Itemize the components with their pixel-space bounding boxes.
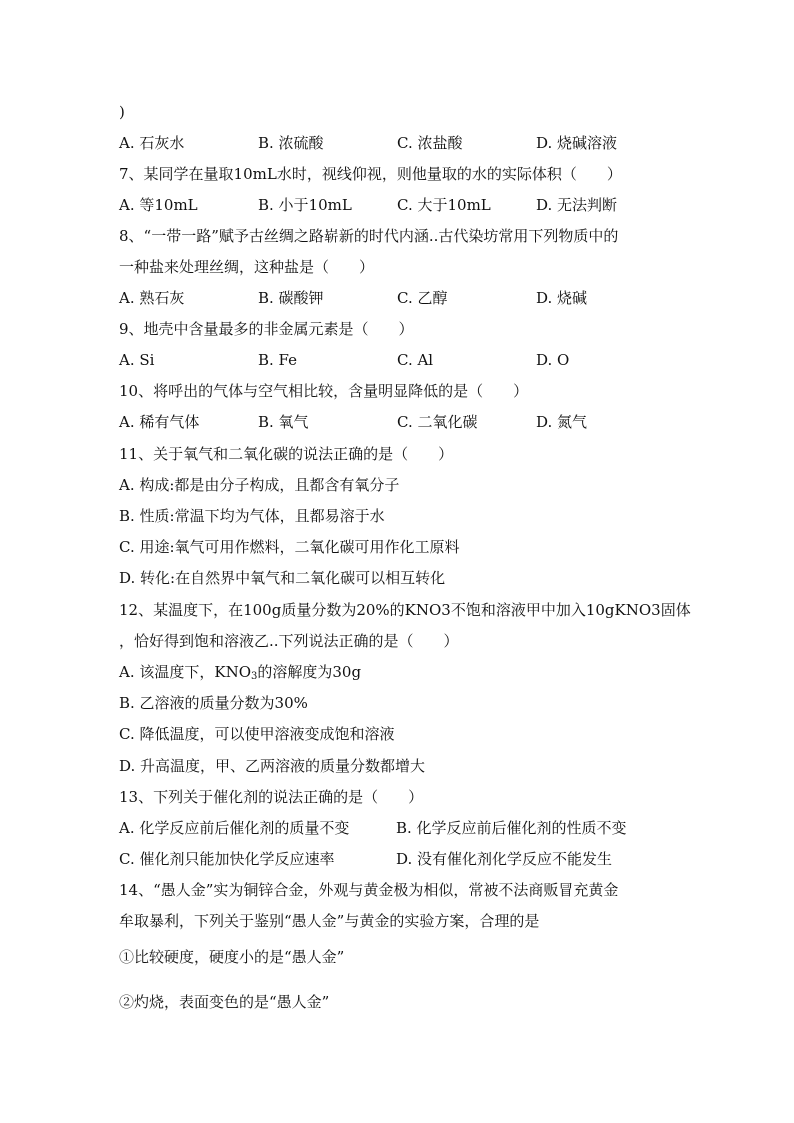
- question-9-stem: 9、地壳中含量最多的非金属元素是（ ）: [119, 320, 414, 338]
- question-13-options-cd: [119, 844, 719, 875]
- option-a: A. 稀有气体: [119, 413, 200, 431]
- question-11-option-c: C. 用途:氧气可用作燃料，二氧化碳可用作化工原料: [119, 538, 460, 556]
- option-a: A. 石灰水: [119, 134, 185, 152]
- question-12-option-a: [119, 657, 719, 688]
- option-c: C. 大于10mL: [397, 196, 491, 214]
- question-7-options: [119, 190, 719, 221]
- option-d: D. 氮气: [536, 413, 588, 431]
- question-14-stem: 14、“愚人金”实为铜锌合金，外观与黄金极为相似，常被不法商贩冒充黄金: [119, 881, 619, 899]
- question-13-options-ab: [119, 813, 719, 844]
- option-c: C. 浓盐酸: [397, 134, 463, 152]
- option-d: D. 烧碱: [536, 289, 588, 307]
- option-d: D. 没有催化剂化学反应不能发生: [396, 850, 613, 868]
- option-b: B. 小于10mL: [258, 196, 352, 214]
- option-b: B. Fe: [258, 351, 298, 369]
- question-12-option-c: C. 降低温度，可以使甲溶液变成饱和溶液: [119, 725, 395, 743]
- option-b: B. 浓硫酸: [258, 134, 324, 152]
- option-a-text-after: 的溶解度为30g: [257, 663, 362, 681]
- option-a-text-before: A. 该温度下，KNO: [119, 663, 251, 681]
- question-7-stem: 7、某同学在量取10mL水时，视线仰视，则他量取的水的实际体积（ ）: [119, 165, 622, 183]
- question-11-option-a: A. 构成:都是由分子构成，且都含有氧分子: [119, 476, 400, 494]
- question-10-stem: 10、将呼出的气体与空气相比较，含量明显降低的是（ ）: [119, 382, 529, 400]
- question-9-options: [119, 345, 719, 376]
- question-14-stem-cont: 牟取暴利，下列关于鉴别“愚人金”与黄金的实验方案，合理的是: [119, 912, 540, 930]
- option-b: B. 碳酸钾: [258, 289, 324, 307]
- question-6-options: [119, 128, 719, 159]
- question-14-item-2: ②灼烧，表面变色的是“愚人金”: [119, 993, 330, 1011]
- question-11-option-b: B. 性质:常温下均为气体，且都易溶于水: [119, 507, 385, 525]
- question-11-stem: 11、关于氧气和二氧化碳的说法正确的是（ ）: [119, 445, 454, 463]
- option-c: C. 二氧化碳: [397, 413, 478, 431]
- option-d: D. 无法判断: [536, 196, 618, 214]
- question-8-stem-cont: 一种盐来处理丝绸，这种盐是（ ）: [119, 258, 375, 276]
- option-c: C. Al: [397, 351, 434, 369]
- question-10-options: [119, 407, 719, 438]
- question-8-options: [119, 283, 719, 314]
- option-c: C. 催化剂只能加快化学反应速率: [119, 850, 335, 868]
- question-14-item-1: ①比较硬度，硬度小的是“愚人金”: [119, 948, 345, 966]
- option-b: B. 化学反应前后催化剂的性质不变: [396, 819, 627, 837]
- question-8-stem: 8、“一带一路”赋予古丝绸之路崭新的时代内涵..古代染坊常用下列物质中的: [119, 227, 619, 245]
- question-6-stem-end: ): [119, 103, 125, 121]
- option-a: A. 化学反应前后催化剂的质量不变: [119, 819, 350, 837]
- option-a: A. 熟石灰: [119, 289, 185, 307]
- option-b: B. 氧气: [258, 413, 309, 431]
- question-12-stem-cont: ，恰好得到饱和溶液乙..下列说法正确的是（ ）: [119, 632, 459, 650]
- question-11-option-d: D. 转化:在自然界中氧气和二氧化碳可以相互转化: [119, 569, 446, 587]
- question-12-option-d: D. 升高温度，甲、乙两溶液的质量分数都增大: [119, 757, 426, 775]
- question-12-stem: 12、某温度下，在100g质量分数为20%的KNO3不饱和溶液甲中加入10gKNO3固体: [119, 601, 691, 619]
- option-c: C. 乙醇: [397, 289, 448, 307]
- option-d: D. O: [536, 351, 570, 369]
- option-a: A. Si: [119, 351, 155, 369]
- option-a: A. 等10mL: [119, 196, 198, 214]
- option-d: D. 烧碱溶液: [536, 134, 618, 152]
- question-13-stem: 13、下列关于催化剂的说法正确的是（ ）: [119, 788, 424, 806]
- subscript-3: 3: [251, 671, 258, 682]
- question-12-option-b: B. 乙溶液的质量分数为30%: [119, 694, 308, 712]
